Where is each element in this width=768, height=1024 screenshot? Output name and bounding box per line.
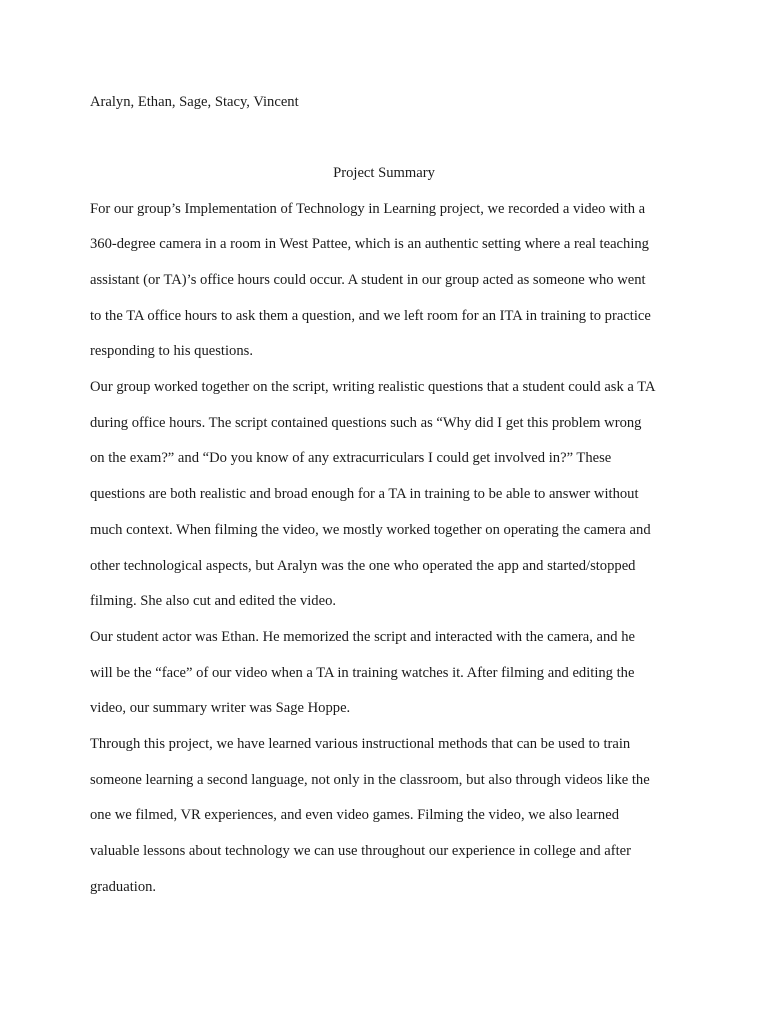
- author-names: Aralyn, Ethan, Sage, Stacy, Vincent: [90, 94, 299, 110]
- text-line: responding to his questions.: [90, 343, 253, 360]
- document-title: Project Summary: [333, 165, 435, 181]
- text-line: Through this project, we have learned various instructional methods that can be used to train: [90, 736, 631, 753]
- text-line: 360-degree camera in a room in West Pattee, which is an authentic setting where a real teaching: [90, 236, 649, 253]
- text-line: questions are both realistic and broad enough for a TA in training to be able to answer without: [90, 486, 639, 503]
- text-line: assistant (or TA)’s office hours could occur. A student in our group acted as someone who went: [90, 271, 646, 288]
- text-line: on the exam?” and “Do you know of any extracurriculars I could get involved in?” These: [90, 450, 612, 467]
- text-line: Our student actor was Ethan. He memorized the script and interacted with the camera, and he: [90, 628, 636, 645]
- text-line: valuable lessons about technology we can use throughout our experience in college and after: [90, 843, 631, 860]
- text-line: filming. She also cut and edited the video.: [90, 593, 337, 610]
- text-line: one we filmed, VR experiences, and even video games. Filming the video, we also learned: [90, 807, 620, 824]
- text-line: Our group worked together on the script, writing realistic questions that a student could ask a TA: [90, 379, 656, 396]
- document-body: [90, 192, 690, 906]
- text-line: other technological aspects, but Aralyn was the one who operated the app and started/stopped: [90, 557, 636, 574]
- paragraph-4: [90, 727, 690, 906]
- paragraph-3: [90, 620, 690, 727]
- text-line: For our group’s Implementation of Technology in Learning project, we recorded a video with a: [90, 200, 646, 217]
- paragraph-2: [90, 370, 690, 620]
- text-line: much context. When filming the video, we mostly worked together on operating the camera and: [90, 521, 651, 538]
- text-line: will be the “face” of our video when a TA in training watches it. After filming and editing the: [90, 664, 635, 681]
- text-line: to the TA office hours to ask them a question, and we left room for an ITA in training to practice: [90, 307, 651, 324]
- text-line: during office hours. The script contained questions such as “Why did I get this problem wrong: [90, 414, 642, 431]
- text-line: video, our summary writer was Sage Hoppe.: [90, 700, 351, 717]
- text-line: graduation.: [90, 878, 157, 895]
- paragraph-1: [90, 192, 690, 371]
- text-line: someone learning a second language, not only in the classroom, but also through videos like the: [90, 771, 650, 788]
